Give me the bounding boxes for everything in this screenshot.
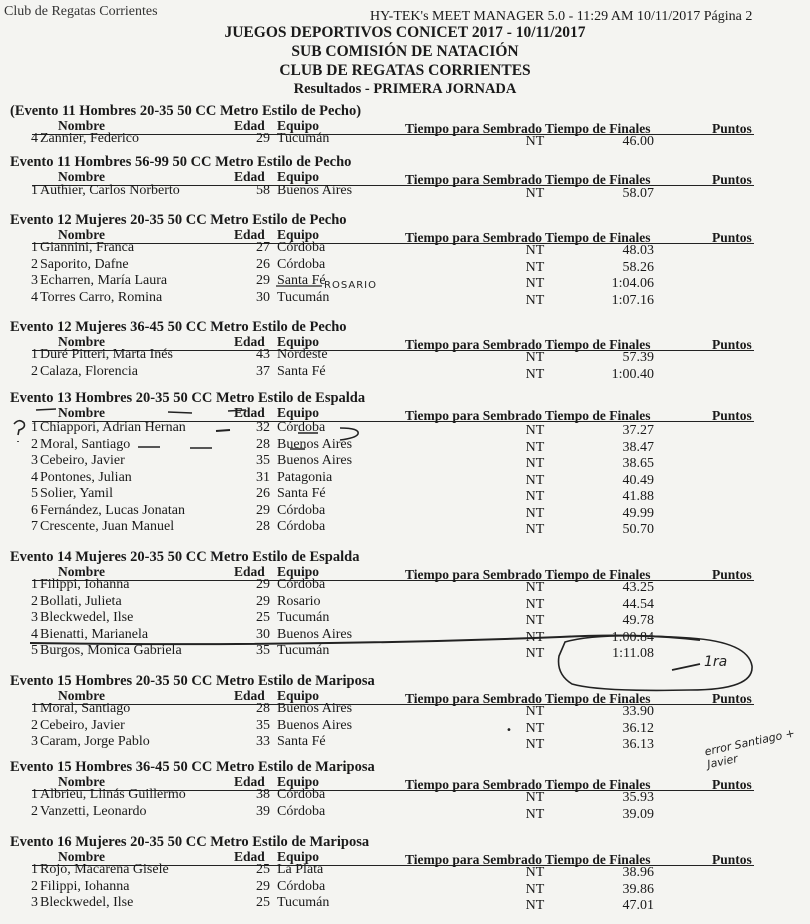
place: 1 [31, 183, 38, 198]
swimmer-name: Caram, Jorge Pablo [40, 734, 150, 749]
col-header-name: Nombre [58, 118, 105, 133]
seed-time: NT [525, 881, 545, 897]
place: 1 [31, 787, 38, 802]
note-first-place: 1ra [704, 654, 728, 670]
final-time: 1:11.08 [612, 646, 654, 661]
swimmer-name: Moral, Santiago [40, 701, 131, 716]
team: Santa Fé [277, 273, 326, 288]
place: 2 [31, 593, 38, 609]
seed-time: NT [525, 806, 545, 822]
team: Buenos Aires [277, 701, 353, 716]
place: 6 [31, 502, 38, 518]
result-row [0, 627, 810, 644]
team: Córdoba [277, 519, 326, 534]
seed-time: NT [525, 898, 545, 913]
event-title: Evento 15 Hombres 36-45 50 CC Metro Estilo de Mariposa [10, 759, 375, 775]
col-header-final: Tiempo de Finales [545, 567, 651, 582]
meet-manager-info: HY-TEK's MEET MANAGER 5.0 - 11:29 AM 10/11/2017 Página 2 [370, 9, 753, 24]
seed-time: NT [525, 737, 545, 752]
place: 1 [31, 420, 38, 435]
col-header-final: Tiempo de Finales [545, 230, 651, 245]
seed-time: NT [525, 366, 545, 382]
event-title: Evento 11 Hombres 56-99 50 CC Metro Estilo de Pecho [10, 154, 352, 170]
swimmer-name: Chiappori, Adrian Hernan [40, 420, 186, 435]
place: 3 [31, 273, 38, 288]
note-error: error Santiago + Javier [703, 726, 796, 772]
event-title: Evento 13 Hombres 20-35 50 CC Metro Estilo de Espalda [10, 390, 366, 406]
result-row [0, 257, 810, 274]
place: 1 [31, 862, 38, 877]
result-row [0, 643, 810, 660]
result-row [0, 610, 810, 627]
team: Buenos Aires [277, 183, 353, 198]
col-header-age: Edad [234, 118, 265, 133]
col-header-points: Puntos [712, 230, 752, 245]
team: Córdoba [277, 420, 326, 435]
meet-title: JUEGOS DEPORTIVOS CONICET 2017 - 10/11/2017 [224, 24, 586, 41]
col-header-team: Equipo [277, 564, 320, 579]
team: Buenos Aires [277, 453, 353, 468]
col-header-seed: Tiempo para Sembrado [405, 230, 543, 245]
place: 4 [31, 626, 38, 642]
age: 30 [256, 289, 270, 305]
seed-time: NT [525, 720, 545, 736]
final-time: 37.27 [622, 423, 654, 438]
seed-time: NT [525, 439, 545, 455]
event-title: Evento 16 Mujeres 20-35 50 CC Metro Estilo de Mariposa [10, 834, 370, 850]
col-header-age: Edad [234, 774, 265, 789]
col-header-final: Tiempo de Finales [545, 852, 651, 867]
age: 32 [256, 420, 270, 435]
club-title: CLUB DE REGATAS CORRIENTES [279, 62, 531, 79]
final-time: 33.90 [622, 704, 654, 719]
col-header-final: Tiempo de Finales [545, 172, 651, 187]
place: 5 [31, 643, 38, 658]
event-title: Evento 15 Hombres 20-35 50 CC Metro Estilo de Mariposa [10, 673, 375, 689]
place: 7 [31, 519, 38, 534]
final-time: 38.47 [622, 439, 654, 455]
col-header-team: Equipo [277, 849, 320, 864]
final-time: 39.09 [622, 806, 654, 822]
final-time: 44.54 [622, 596, 654, 612]
result-row [0, 734, 810, 751]
event-title: Evento 12 Mujeres 36-45 50 CC Metro Estilo de Pecho [10, 319, 347, 335]
event-title: (Evento 11 Hombres 20-35 50 CC Metro Estilo de Pecho) [10, 103, 362, 119]
result-row [0, 290, 810, 307]
age: 31 [256, 469, 270, 485]
col-header-points: Puntos [712, 121, 752, 136]
age: 35 [256, 643, 270, 658]
final-time: 36.12 [622, 720, 654, 736]
age: 35 [256, 453, 270, 468]
result-row [0, 701, 810, 718]
age: 43 [256, 347, 270, 362]
age: 28 [256, 519, 270, 534]
swimmer-name: Bollati, Julieta [40, 593, 122, 609]
team: Tucumán [277, 895, 330, 910]
col-header-points: Puntos [712, 567, 752, 582]
seed-time: NT [525, 505, 545, 521]
event-title: Evento 14 Mujeres 20-35 50 CC Metro Estilo de Espalda [10, 549, 360, 565]
age: 39 [256, 803, 270, 819]
seed-time: NT [525, 186, 545, 201]
result-row [0, 347, 810, 364]
team: Tucumán [277, 643, 330, 658]
team: Tucumán [277, 131, 330, 146]
swimmer-name: Authier, Carlos Norberto [40, 183, 180, 198]
place: 1 [31, 347, 38, 362]
age: 27 [256, 240, 270, 255]
age: 29 [256, 577, 270, 592]
swimmer-name: Burgos, Monica Gabriela [40, 643, 182, 658]
result-row [0, 470, 810, 487]
final-time: 1:07.16 [611, 292, 654, 308]
seed-time: NT [525, 704, 545, 719]
col-header-team: Equipo [277, 405, 320, 420]
result-row [0, 364, 810, 381]
final-time: 57.39 [622, 350, 654, 365]
swimmer-name: Calaza, Florencia [40, 363, 138, 379]
col-header-name: Nombre [58, 334, 105, 349]
col-header-age: Edad [234, 334, 265, 349]
col-header-team: Equipo [277, 334, 320, 349]
swimmer-name: Crescente, Juan Manuel [40, 519, 175, 534]
team: Tucumán [277, 610, 330, 625]
seed-time: NT [525, 292, 545, 308]
place: 2 [31, 436, 38, 452]
final-time: 46.00 [622, 134, 654, 149]
team: Buenos Aires [277, 626, 353, 642]
col-header-name: Nombre [58, 227, 105, 242]
col-header-points: Puntos [712, 852, 752, 867]
result-row [0, 273, 810, 290]
result-row [0, 437, 810, 454]
club-name-top: Club de Regatas Corrientes [4, 4, 158, 19]
seed-time: NT [525, 613, 545, 628]
final-time: 40.49 [622, 472, 654, 488]
final-time: 1:00.84 [611, 629, 654, 645]
team: Córdoba [277, 240, 326, 255]
age: 26 [256, 256, 270, 272]
col-header-points: Puntos [712, 337, 752, 352]
col-header-name: Nombre [58, 774, 105, 789]
team: Rosario [277, 593, 321, 609]
final-time: 39.86 [622, 881, 654, 897]
age: 28 [256, 436, 270, 452]
place: 1 [31, 240, 38, 255]
team: Córdoba [277, 577, 326, 592]
result-row [0, 594, 810, 611]
seed-time: NT [525, 350, 545, 365]
result-row [0, 718, 810, 735]
final-time: 47.01 [622, 898, 654, 913]
col-header-age: Edad [234, 405, 265, 420]
col-header-seed: Tiempo para Sembrado [405, 777, 543, 792]
col-header-team: Equipo [277, 118, 320, 133]
col-header-team: Equipo [277, 169, 320, 184]
place: 3 [31, 453, 38, 468]
place: 4 [31, 469, 38, 485]
team: Santa Fé [277, 363, 326, 379]
col-header-seed: Tiempo para Sembrado [405, 408, 543, 423]
team: La Plata [277, 862, 324, 877]
col-header-team: Equipo [277, 227, 320, 242]
event-title: Evento 12 Mujeres 20-35 50 CC Metro Estilo de Pecho [10, 212, 347, 228]
team: Córdoba [277, 787, 326, 802]
col-header-name: Nombre [58, 169, 105, 184]
col-header-age: Edad [234, 564, 265, 579]
place: 4 [31, 289, 38, 305]
swimmer-name: Filippi, Iohanna [40, 577, 130, 592]
arrow-first-place [672, 664, 700, 670]
place: 2 [31, 878, 38, 894]
team: Córdoba [277, 256, 326, 272]
team: Santa Fé [277, 734, 326, 749]
final-time: 48.03 [622, 243, 654, 258]
col-header-final: Tiempo de Finales [545, 337, 651, 352]
result-row [0, 519, 810, 536]
place: 2 [31, 256, 38, 272]
col-header-seed: Tiempo para Sembrado [405, 121, 543, 136]
place: 1 [31, 701, 38, 716]
final-time: 41.88 [622, 489, 654, 504]
age: 29 [256, 502, 270, 518]
result-row [0, 577, 810, 594]
place: 2 [31, 717, 38, 733]
swimmer-name: Bleckwedel, Ilse [40, 895, 134, 910]
col-header-age: Edad [234, 227, 265, 242]
swimmer-name: Saporito, Dafne [40, 256, 129, 272]
col-header-name: Nombre [58, 849, 105, 864]
col-header-age: Edad [234, 688, 265, 703]
swimmer-name: Pontones, Julian [40, 469, 132, 485]
team: Patagonia [277, 469, 333, 485]
result-row [0, 804, 810, 821]
place: 3 [31, 895, 38, 910]
final-time: 49.99 [622, 505, 654, 521]
col-header-age: Edad [234, 169, 265, 184]
result-row [0, 503, 810, 520]
final-time: 50.70 [622, 522, 654, 537]
swimmer-name: Rojo, Macarena Gisele [40, 862, 169, 877]
final-time: 38.96 [622, 865, 654, 880]
col-header-seed: Tiempo para Sembrado [405, 337, 543, 352]
age: 29 [256, 878, 270, 894]
col-header-seed: Tiempo para Sembrado [405, 691, 543, 706]
place: 3 [31, 734, 38, 749]
team: Buenos Aires [277, 436, 353, 452]
col-header-points: Puntos [712, 691, 752, 706]
final-time: 49.78 [622, 613, 654, 628]
swimmer-name: Bleckwedel, Ilse [40, 610, 134, 625]
age: 33 [256, 734, 270, 749]
age: 25 [256, 610, 270, 625]
seed-time: NT [525, 522, 545, 537]
result-row [0, 420, 810, 437]
col-header-final: Tiempo de Finales [545, 121, 651, 136]
team: Nordeste [277, 347, 328, 362]
subcommission-title: SUB COMISIÓN DE NATACIÓN [291, 43, 519, 60]
place: 2 [31, 363, 38, 379]
swimmer-name: Solier, Yamil [40, 486, 113, 501]
age: 26 [256, 486, 270, 501]
col-header-team: Equipo [277, 774, 320, 789]
seed-time: NT [525, 259, 545, 275]
result-row [0, 862, 810, 879]
note-rosario: ROSARIO [324, 280, 377, 291]
swimmer-name: Albrieu, Llinás Guillermo [40, 787, 186, 802]
col-header-name: Nombre [58, 405, 105, 420]
swimmer-name: Bienatti, Marianela [40, 626, 149, 642]
final-time: 36.13 [622, 737, 654, 752]
results-title: Resultados - PRIMERA JORNADA [293, 81, 517, 97]
col-header-age: Edad [234, 849, 265, 864]
ink-dot: • [506, 725, 512, 736]
swimmer-name: Duré Pitteri, Marta Inés [40, 347, 173, 362]
final-time: 35.93 [622, 790, 654, 805]
seed-time: NT [525, 580, 545, 595]
team: Córdoba [277, 502, 326, 518]
team: Córdoba [277, 878, 326, 894]
team: Santa Fé [277, 486, 326, 501]
age: 38 [256, 787, 270, 802]
age: 58 [256, 183, 270, 198]
swimmer-name: Cebeiro, Javier [40, 453, 125, 468]
final-time: 58.26 [622, 259, 654, 275]
col-header-seed: Tiempo para Sembrado [405, 567, 543, 582]
swimmer-name: Zannier, Federico [40, 131, 139, 146]
col-header-points: Puntos [712, 408, 752, 423]
col-header-final: Tiempo de Finales [545, 408, 651, 423]
seed-time: NT [525, 646, 545, 661]
age: 29 [256, 273, 270, 288]
swimmer-name: Giannini, Franca [40, 240, 135, 255]
result-row [0, 787, 810, 804]
result-row [0, 879, 810, 896]
dash-header-nombre [36, 409, 56, 410]
final-time: 1:00.40 [611, 366, 654, 382]
final-time: 1:04.06 [611, 276, 654, 291]
result-row [0, 240, 810, 257]
swimmer-name: Cebeiro, Javier [40, 717, 125, 733]
result-row [0, 131, 810, 148]
final-time: 58.07 [622, 186, 654, 201]
result-row [0, 486, 810, 503]
col-header-team: Equipo [277, 688, 320, 703]
seed-time: NT [525, 456, 545, 471]
seed-time: NT [525, 472, 545, 488]
team: Buenos Aires [277, 717, 353, 733]
age: 37 [256, 363, 270, 379]
team: Tucumán [277, 289, 330, 305]
age: 28 [256, 701, 270, 716]
col-header-points: Puntos [712, 172, 752, 187]
place: 2 [31, 803, 38, 819]
seed-time: NT [525, 596, 545, 612]
swimmer-name: Vanzetti, Leonardo [40, 803, 147, 819]
swimmer-name: Fernández, Lucas Jonatan [40, 502, 185, 518]
seed-time: NT [525, 243, 545, 258]
col-header-name: Nombre [58, 564, 105, 579]
dash-header-mid [168, 412, 192, 413]
result-row [0, 895, 810, 912]
age: 30 [256, 626, 270, 642]
place: 4 [31, 131, 38, 146]
swimmer-name: Moral, Santiago [40, 436, 131, 452]
place: 5 [31, 486, 38, 501]
seed-time: NT [525, 423, 545, 438]
team: Córdoba [277, 803, 326, 819]
swimmer-name: Torres Carro, Romina [40, 289, 163, 305]
seed-time: NT [525, 489, 545, 504]
age: 29 [256, 593, 270, 609]
result-row [0, 183, 810, 200]
age: 25 [256, 862, 270, 877]
col-header-seed: Tiempo para Sembrado [405, 852, 543, 867]
col-header-final: Tiempo de Finales [545, 691, 651, 706]
final-time: 38.65 [622, 456, 654, 471]
seed-time: NT [525, 865, 545, 880]
age: 29 [256, 131, 270, 146]
result-row [0, 453, 810, 470]
seed-time: NT [525, 629, 545, 645]
age: 25 [256, 895, 270, 910]
swimmer-name: Filippi, Iohanna [40, 878, 130, 894]
col-header-final: Tiempo de Finales [545, 777, 651, 792]
final-time: 43.25 [622, 580, 654, 595]
age: 35 [256, 717, 270, 733]
swimmer-name: Echarren, María Laura [40, 273, 168, 288]
seed-time: NT [525, 276, 545, 291]
col-header-points: Puntos [712, 777, 752, 792]
col-header-seed: Tiempo para Sembrado [405, 172, 543, 187]
place: 1 [31, 577, 38, 592]
place: 3 [31, 610, 38, 625]
seed-time: NT [525, 134, 545, 149]
col-header-name: Nombre [58, 688, 105, 703]
seed-time: NT [525, 790, 545, 805]
